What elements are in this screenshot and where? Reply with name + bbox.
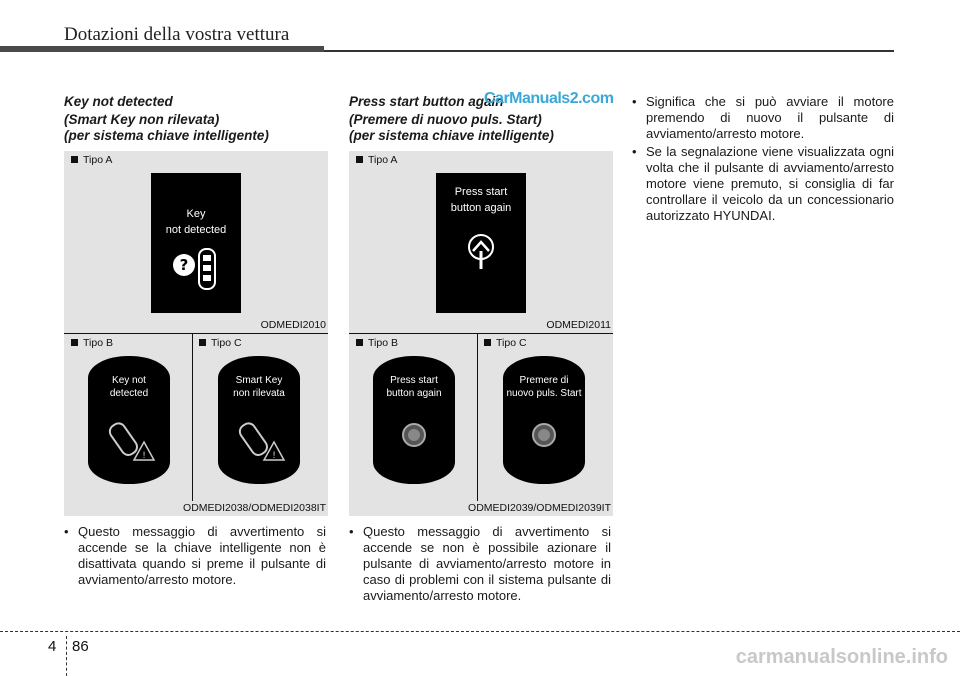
display-text: Smart Key <box>235 375 283 386</box>
display-screen-tipo-b <box>88 356 170 484</box>
figure-code: ODMEDI2010 <box>260 319 326 331</box>
footer-divider <box>66 636 67 676</box>
square-bullet-icon <box>71 156 78 163</box>
bullet-list <box>349 524 611 606</box>
svg-text:!: ! <box>142 451 146 461</box>
bullet-list <box>632 94 894 226</box>
figure-code: ODMEDI2039/ODMEDI2039IT <box>468 502 611 514</box>
figure-label-tipo-a: Tipo A <box>356 154 397 166</box>
display-screen-tipo-a <box>436 173 526 313</box>
svg-text:!: ! <box>272 451 276 461</box>
square-bullet-icon <box>71 339 78 346</box>
divider <box>192 333 193 501</box>
figure-code: ODMEDI2011 <box>546 319 611 331</box>
display-text: button again <box>386 388 442 399</box>
figure-label-tipo-a: Tipo A <box>71 154 112 166</box>
push-button-icon <box>463 233 499 273</box>
display-text: non rilevata <box>233 388 285 399</box>
square-bullet-icon <box>199 339 206 346</box>
section-subtitle: (Premere di nuovo puls. Start) <box>349 112 542 127</box>
list-item: • Significa che si può avviare il motore premendo di nuovo il pulsante di avviamento/arresto motore. <box>632 94 894 141</box>
divider <box>64 333 328 334</box>
display-text: Key <box>186 208 206 220</box>
display-text: Key not <box>112 375 146 386</box>
display-screen-tipo-c <box>218 356 300 484</box>
display-screen-tipo-b <box>373 356 455 484</box>
display-text: not detected <box>165 224 227 236</box>
square-bullet-icon <box>356 339 363 346</box>
smart-key-warning-icon <box>236 418 286 464</box>
page-header-title: Dotazioni della vostra vettura <box>64 24 290 45</box>
square-bullet-icon <box>356 156 363 163</box>
display-text: Press start <box>454 186 508 198</box>
figure-label-tipo-c: Tipo C <box>199 337 242 349</box>
section-title-key-not-detected: Key not detected <box>64 94 173 109</box>
smart-key-question-icon <box>171 245 223 295</box>
figure-panel-key-not-detected <box>64 151 328 516</box>
display-screen-tipo-a <box>151 173 241 313</box>
figure-label-tipo-b: Tipo B <box>71 337 113 349</box>
figure-code: ODMEDI2038/ODMEDI2038IT <box>183 502 326 514</box>
display-screen-tipo-c <box>503 356 585 484</box>
section-subtitle: (per sistema chiave intelligente) <box>349 128 554 143</box>
header-rule <box>324 50 894 52</box>
square-bullet-icon <box>484 339 491 346</box>
figure-label-tipo-c: Tipo C <box>484 337 527 349</box>
divider <box>349 333 613 334</box>
section-title-press-start: Press start button again <box>349 94 504 109</box>
display-text: Press start <box>390 375 438 386</box>
display-text: nuovo puls. Start <box>506 388 582 399</box>
list-item: • Questo messaggio di avvertimento si accende se non è possibile azionare il pulsante di avviamento/arresto motore in caso di problemi con il sistema pulsante di avviamento/arresto motore. <box>349 524 611 603</box>
bullet-list <box>64 524 326 590</box>
list-item: • Questo messaggio di avvertimento si accende se la chiave intelligente non è disattivata quando si preme il pulsante di avviamento/arresto motore. <box>64 524 326 587</box>
figure-label-tipo-b: Tipo B <box>356 337 398 349</box>
display-text: button again <box>450 202 512 214</box>
svg-text:?: ? <box>179 256 189 274</box>
chapter-number: 4 <box>48 638 57 655</box>
watermark-link[interactable]: CarManuals2.com <box>484 90 614 107</box>
site-watermark: carmanualsonline.info <box>735 646 948 668</box>
divider <box>477 333 478 501</box>
list-item: • Se la segnalazione viene visualizzata ogni volta che il pulsante di avviamento/arresto motore viene premuto, si consiglia di far controllare il veicolo da un concessionario autorizzato HYUNDAI. <box>632 144 894 223</box>
display-text: detected <box>109 388 149 399</box>
page-number: 86 <box>72 638 89 655</box>
display-text: Premere di <box>519 375 569 386</box>
header-bar <box>0 46 324 52</box>
figure-panel-press-start <box>349 151 613 516</box>
start-button-icon <box>531 422 557 448</box>
footer-rule <box>0 631 960 632</box>
section-subtitle: (per sistema chiave intelligente) <box>64 128 269 143</box>
section-subtitle: (Smart Key non rilevata) <box>64 112 220 127</box>
smart-key-warning-icon <box>106 418 156 464</box>
start-button-icon <box>401 422 427 448</box>
